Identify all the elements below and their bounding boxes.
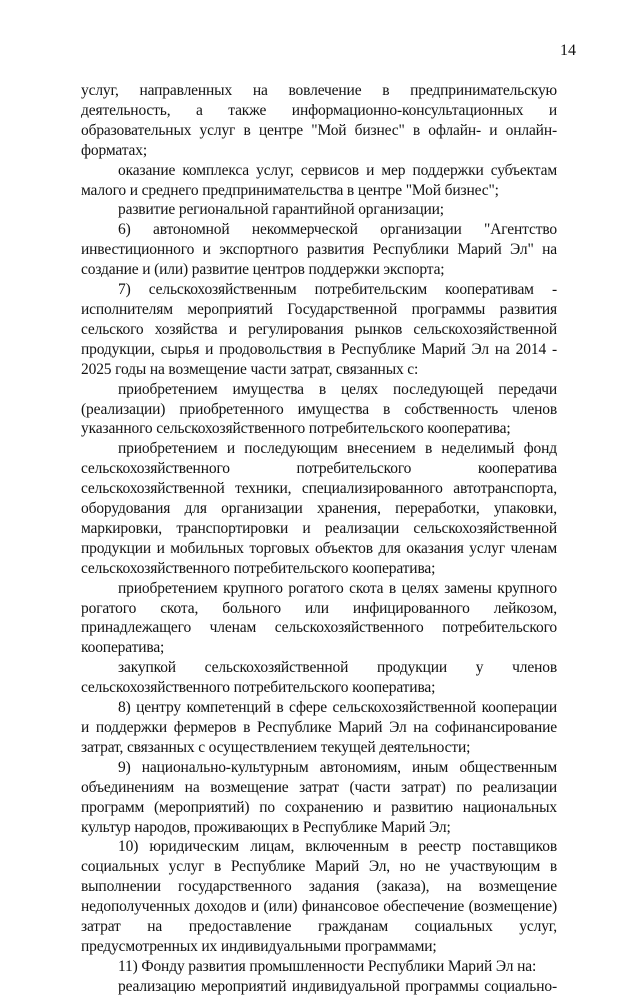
- paragraph-1: услуг, направленных на вовлечение в предпринимательскую деятельность, а также информационно-консультационных и образовательных услуг в центре "Мой бизнес" в офлайн- и онлайн-форматах;: [81, 82, 557, 159]
- paragraph-10: 8) центру компетенций в сфере сельскохозяйственной кооперации и поддержки фермеров в Республике Марий Эл на софинансирование затрат, связанных с осуществлением текущей деятельности;: [81, 699, 557, 756]
- paragraph-3: развитие региональной гарантийной организации;: [118, 201, 444, 219]
- paragraph-2: оказание комплекса услуг, сервисов и мер поддержки субъектам малого и среднего предпринимательства в центре "Мой бизнес";: [81, 161, 557, 199]
- paragraph-14: реализацию мероприятий индивидуальной программы социально-: [118, 977, 557, 995]
- paragraph-7: приобретением и последующим внесением в неделимый фонд сельскохозяйственного потребительского кооператива сельскохозяйственной техники, специализированного автотранспорта, оборудования для организации хранения, переработки, упаковки, маркировки, транспортировки и реализации сельскохозяйственной продукции и мобильных торговых объектов для оказания услуг членам сельскохозяйственного потребительского кооператива;: [81, 440, 557, 577]
- paragraph-9: закупкой сельскохозяйственной продукции у членов сельскохозяйственного потребительского кооператива;: [81, 659, 557, 697]
- page-number: 14: [560, 42, 576, 59]
- paragraph-4: 6) автономной некоммерческой организации "Агентство инвестиционного и экспортного развития Республики Марий Эл" на создание и (или) развитие центров поддержки экспорта;: [81, 221, 557, 279]
- paragraph-12: 10) юридическим лицам, включенным в реестр поставщиков социальных услуг в Республике Марий Эл, но не участвующим в выполнении государственного задания (заказа), на возмещение недополученных доходов и (или) финансовое обеспечение (возмещение) затрат на предоставление гражданам социальных услуг, предусмотренных их индивидуальными программами;: [81, 838, 557, 955]
- paragraph-11: 9) национально-культурным автономиям, иным общественным объединениям на возмещение затрат (части затрат) по реализации программ (мероприятий) по сохранению и развитию национальных культур народов, проживающих в Республике Марий Эл;: [81, 758, 557, 836]
- paragraph-5: 7) сельскохозяйственным потребительским кооперативам - исполнителям мероприятий Государственной программы развития сельского хозяйства и регулирования рынков сельскохозяйственной продукции, сырья и продовольствия в Республике Марий Эл на 2014 - 2025 годы на возмещение части затрат, связанных с:: [81, 281, 557, 378]
- paragraph-8: приобретением крупного рогатого скота в целях замены крупного рогатого скота, больного или инфицированного лейкозом, принадлежащего членам сельскохозяйственного потребительского кооператива;: [81, 579, 557, 657]
- document-body: [81, 81, 557, 997]
- paragraph-6: приобретением имущества в целях последующей передачи (реализации) приобретенного имущества в собственность членов указанного сельскохозяйственного потребительского кооператива;: [81, 380, 557, 438]
- paragraph-13: 11) Фонду развития промышленности Республики Марий Эл на:: [118, 957, 537, 975]
